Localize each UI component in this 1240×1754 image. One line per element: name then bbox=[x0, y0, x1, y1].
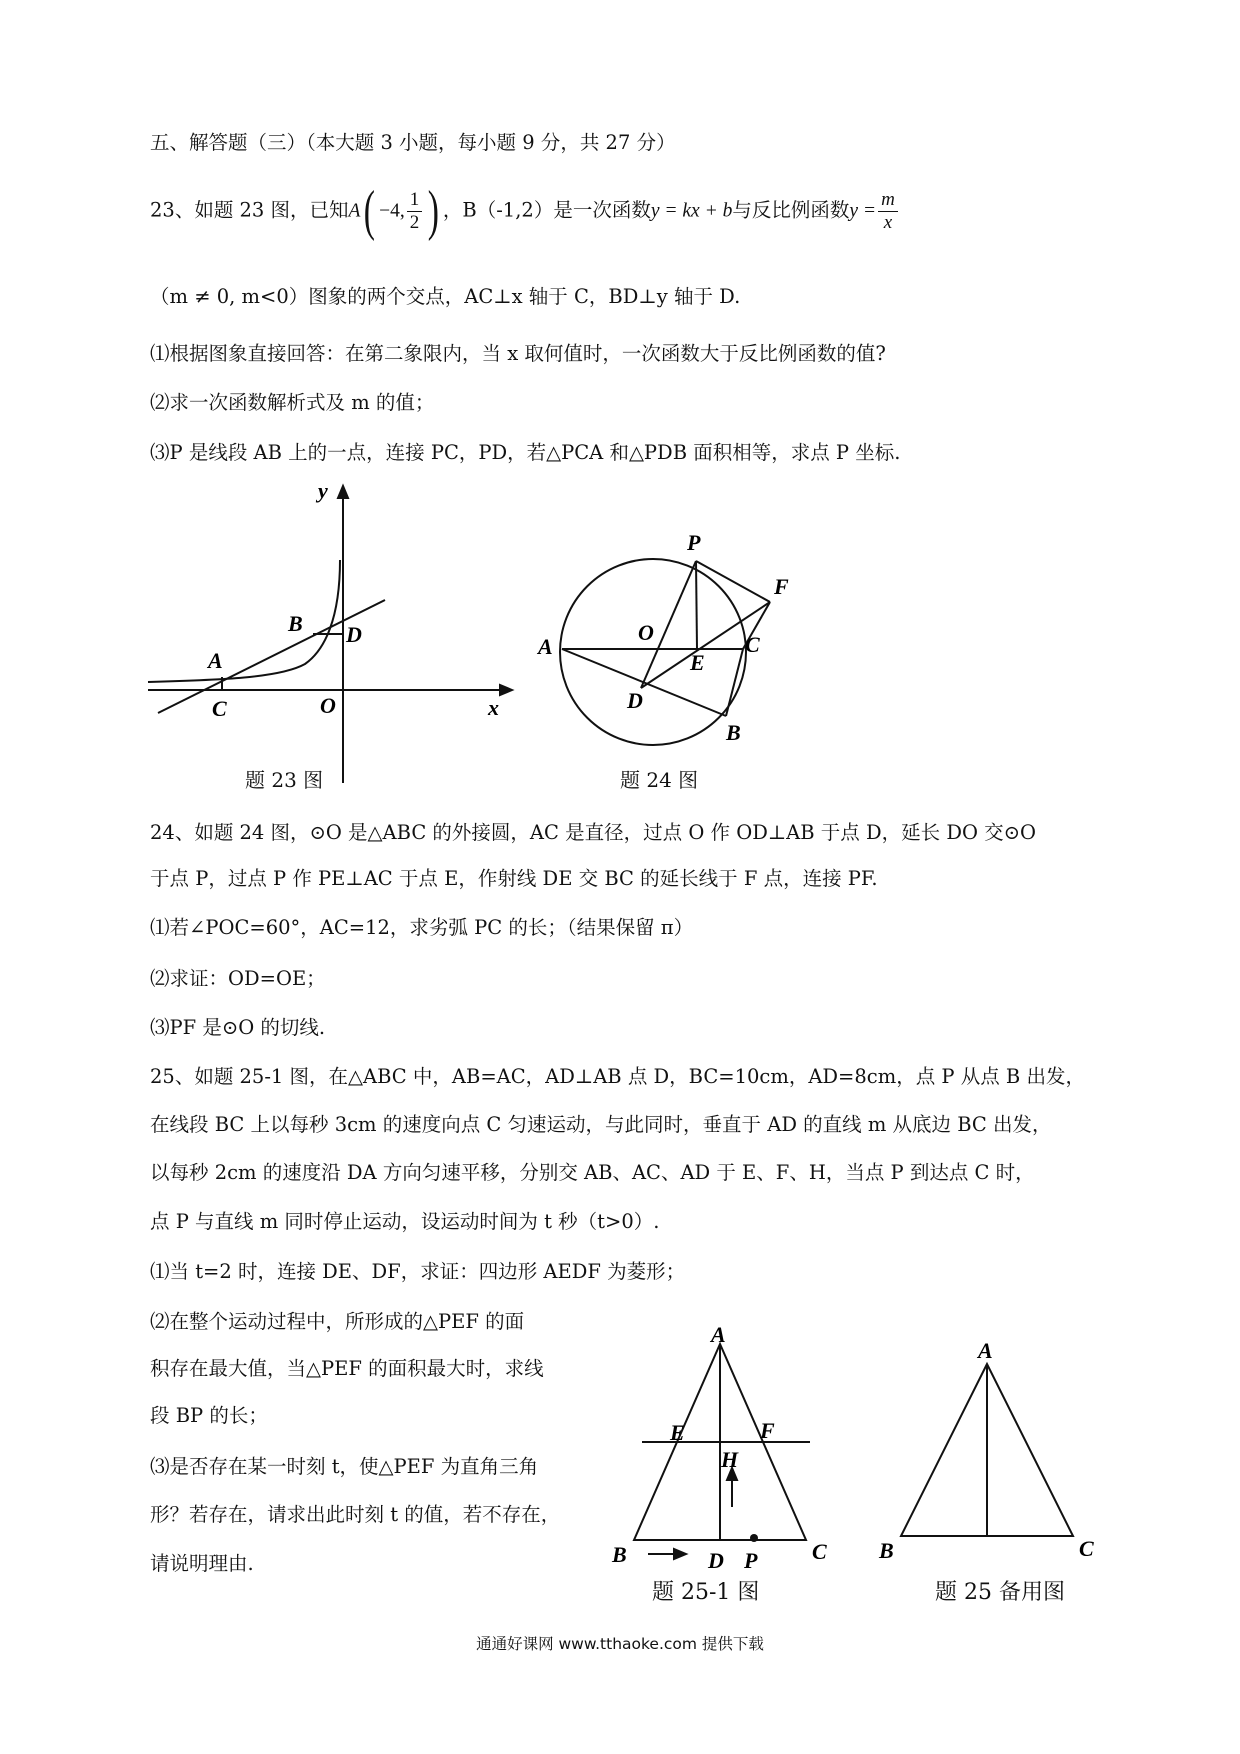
q23-part3: ⑶P 是线段 AB 上的一点，连接 PC，PD，若△PCA 和△PDB 面积相等，求点 P 坐标. bbox=[150, 441, 901, 464]
q23-part2: ⑵求一次函数解析式及 m 的值； bbox=[150, 391, 435, 414]
fig25-backup-label-b: B bbox=[879, 1538, 894, 1563]
fig25-1-label-d: D bbox=[708, 1548, 724, 1573]
q25-part2-b: 积存在最大值，当△PEF 的面积最大时，求线 bbox=[150, 1357, 544, 1380]
fig24-label-b: B bbox=[726, 720, 741, 745]
q23-coord-a-fraction: $\frac{1}{2}$ bbox=[407, 189, 423, 234]
fig25-1-label-f: F bbox=[760, 1418, 775, 1443]
fig24-label-a: A bbox=[538, 634, 553, 659]
fig23-label-x: x bbox=[488, 695, 499, 720]
q24-line2: 于点 P，过点 P 作 PE⊥AC 于点 E，作射线 DE 交 BC 的延长线于 F 点，连接 PF. bbox=[150, 867, 878, 890]
fig25-1-label-a: A bbox=[711, 1322, 726, 1347]
fig25-1-label-e: E bbox=[670, 1420, 685, 1445]
fig25-backup-caption: 题 25 备用图 bbox=[935, 1580, 1065, 1605]
q25-part1: ⑴当 t=2 时，连接 DE、DF，求证：四边形 AEDF 为菱形； bbox=[150, 1260, 686, 1283]
q23-part1: ⑴根据图象直接回答：在第二象限内，当 x 取何值时，一次函数大于反比例函数的值? bbox=[150, 342, 886, 365]
fig24-label-f: F bbox=[774, 574, 789, 599]
q23-inverse-lhs: y = bbox=[849, 200, 877, 222]
q25-line2: 在线段 BC 上以每秒 3cm 的速度向点 C 匀速运动，与此同时，垂直于 AD 的直线 m 从底边 BC 出发， bbox=[150, 1113, 1052, 1136]
fig25-1-label-p: P bbox=[744, 1548, 758, 1573]
fig23-hyperbola bbox=[148, 560, 340, 682]
fig25-1-point-p bbox=[750, 1534, 758, 1542]
q23-inverse-fraction: $\frac{m}{x}$ bbox=[878, 189, 898, 234]
q23-linear-fn: y = kx + b bbox=[650, 200, 733, 222]
q23-mid: ，B（-1,2）是一次函数 bbox=[442, 198, 651, 222]
fig25-1-caption: 题 25-1 图 bbox=[652, 1580, 760, 1605]
fig24-label-e: E bbox=[690, 650, 705, 675]
q23-line2: （m ≠ 0, m<0）图象的两个交点，AC⊥x 轴于 C，BD⊥y 轴于 D. bbox=[150, 285, 741, 308]
fig24-label-p: P bbox=[687, 530, 701, 555]
q25-line4: 点 P 与直线 m 同时停止运动，设运动时间为 t 秒（t>0）. bbox=[150, 1210, 660, 1233]
fig24-circle bbox=[560, 559, 746, 745]
fig25-backup-label-a: A bbox=[978, 1338, 993, 1363]
figure-23 bbox=[140, 478, 530, 798]
q23-line1: 23、如题 23 图，已知A( −4, $\frac{1}{2}$ ) ，B（-1,2）是一次函数y = kx + b与反比例函数y = $\frac{m}{x}$ bbox=[150, 183, 900, 239]
fig25-backup-label-c: C bbox=[1079, 1536, 1094, 1561]
fig23-label-a: A bbox=[208, 648, 223, 673]
fig25-1-label-h: H bbox=[721, 1447, 739, 1472]
fig24-label-c: C bbox=[745, 632, 760, 657]
figure-25-backup bbox=[875, 1322, 1115, 1572]
q23-coord-a-x: −4, bbox=[379, 200, 405, 222]
figure-24 bbox=[530, 528, 820, 748]
q24-part1: ⑴若∠POC=60°，AC=12，求劣弧 PC 的长；（结果保留 π） bbox=[150, 916, 694, 939]
q25-part3-b: 形？若存在，请求出此时刻 t 的值，若不存在， bbox=[150, 1503, 561, 1526]
fig25-1-label-c: C bbox=[812, 1539, 827, 1564]
fig23-label-y: y bbox=[318, 478, 328, 503]
q25-part3-c: 请说明理由. bbox=[150, 1552, 254, 1575]
q23-mid2: 与反比例函数 bbox=[732, 198, 850, 222]
fig23-linear-line bbox=[158, 600, 385, 713]
fig24-caption: 题 24 图 bbox=[620, 768, 699, 792]
q25-line3: 以每秒 2cm 的速度沿 DA 方向匀速平移，分别交 AB、AC、AD 于 E、F、H，当点 P 到达点 C 时， bbox=[150, 1161, 1035, 1184]
fig24-label-d: D bbox=[627, 688, 643, 713]
q25-part2-c: 段 BP 的长； bbox=[150, 1404, 268, 1427]
q25-part3-a: ⑶是否存在某一时刻 t，使△PEF 为直角三角 bbox=[150, 1455, 539, 1478]
q25-line1: 25、如题 25-1 图，在△ABC 中，AB=AC，AD⊥AB 点 D，BC=10cm，AD=8cm，点 P 从点 B 出发， bbox=[150, 1065, 1085, 1088]
q24-line1: 24、如题 24 图，⊙O 是△ABC 的外接圆，AC 是直径，过点 O 作 OD⊥AB 于点 D，延长 DO 交⊙O bbox=[150, 821, 1036, 844]
section-heading: 五、解答题（三）（本大题 3 小题，每小题 9 分，共 27 分） bbox=[150, 131, 676, 154]
figure-25-1 bbox=[600, 1322, 860, 1590]
q23-point-a-label: A bbox=[348, 200, 361, 222]
q24-part2: ⑵求证：OD=OE； bbox=[150, 967, 326, 990]
q23-prefix: 23、如题 23 图，已知 bbox=[150, 198, 349, 222]
fig23-label-o: O bbox=[320, 693, 336, 718]
fig24-label-o: O bbox=[638, 620, 654, 645]
fig23-label-d: D bbox=[346, 622, 362, 647]
fig23-caption: 题 23 图 bbox=[245, 768, 324, 792]
fig23-label-b: B bbox=[288, 611, 303, 636]
footer-source: 通通好课网 www.tthaoke.com 提供下载 bbox=[476, 1635, 764, 1653]
q25-part2-a: ⑵在整个运动过程中，所形成的△PEF 的面 bbox=[150, 1310, 525, 1333]
fig23-label-c: C bbox=[212, 696, 227, 721]
fig25-1-label-b: B bbox=[612, 1542, 627, 1567]
q24-part3: ⑶PF 是⊙O 的切线. bbox=[150, 1016, 326, 1039]
